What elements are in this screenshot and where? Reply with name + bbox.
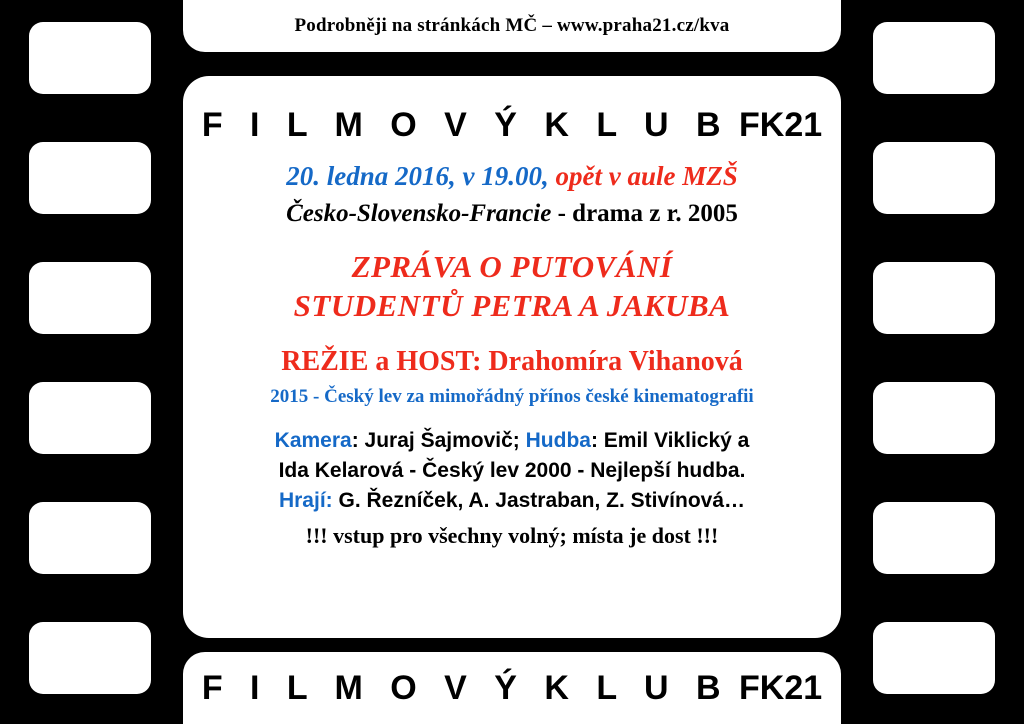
club-footer-title [202, 669, 822, 708]
genre-year: - drama z r. 2005 [551, 200, 738, 227]
sprocket-hole [873, 502, 995, 574]
film-title-line-2: STUDENTŮ PETRA A JAKUBA [293, 287, 731, 323]
website-banner [183, 0, 841, 52]
club-title [197, 106, 827, 145]
entry-note: !!! vstup pro všechny volný; místa je dost !!! [305, 522, 719, 548]
sprocket-hole [873, 622, 995, 694]
screening-date-line [197, 161, 827, 192]
poster-content-card [183, 76, 841, 638]
music-value: : Emil Viklický a [590, 428, 750, 452]
film-title-line-1: ZPRÁVA O PUTOVÁNÍ [351, 249, 673, 284]
film-title [197, 248, 827, 326]
cast-label: Hrají: [278, 489, 333, 513]
director-name: Drahomíra Vihanová [488, 345, 743, 377]
sprocket-hole [873, 142, 995, 214]
club-title-words: F I L M O V Ý K L U B [201, 106, 730, 144]
camera-value: : Juraj Šajmovič; [351, 428, 526, 452]
sprocket-hole [29, 262, 151, 334]
club-footer-banner [183, 652, 841, 724]
sprocket-hole [29, 502, 151, 574]
credits-line-3 [197, 486, 827, 516]
credits-line-1 [197, 426, 827, 456]
director-award: 2015 - Český lev za mimořádný přínos české kinematografii [270, 385, 754, 407]
sprocket-hole [29, 622, 151, 694]
sprocket-hole [873, 22, 995, 94]
filmstrip-left [0, 0, 180, 724]
country-year-line [197, 200, 827, 228]
sprocket-hole [29, 22, 151, 94]
sprocket-hole [29, 382, 151, 454]
website-note: Podrobněji na stránkách MČ – www.praha21.cz/kva [294, 15, 730, 36]
filmstrip-right [844, 0, 1024, 724]
sprocket-hole [873, 382, 995, 454]
credits-line-2: Ida Kelarová - Český lev 2000 - Nejlepší hudba. [278, 458, 746, 482]
screening-venue: opět v aule MZŠ [548, 161, 738, 191]
sprocket-hole [29, 142, 151, 214]
club-footer-words: F I L M O V Ý K L U B [201, 668, 730, 707]
director-label: REŽIE a HOST: [281, 345, 489, 377]
music-label: Hudba [525, 428, 591, 452]
screening-date: 20. ledna 2016, v 19.00, [286, 161, 549, 191]
cast-value: G. Řezníček, A. Jastraban, Z. Stivínová… [332, 489, 746, 513]
director-line [197, 346, 827, 378]
sprocket-hole [873, 262, 995, 334]
club-title-code: FK21 [729, 106, 823, 144]
country-list: Česko-Slovensko-Francie [286, 200, 552, 227]
camera-label: Kamera [274, 428, 352, 452]
credits-block [197, 426, 827, 517]
club-footer-code: FK21 [729, 668, 823, 707]
